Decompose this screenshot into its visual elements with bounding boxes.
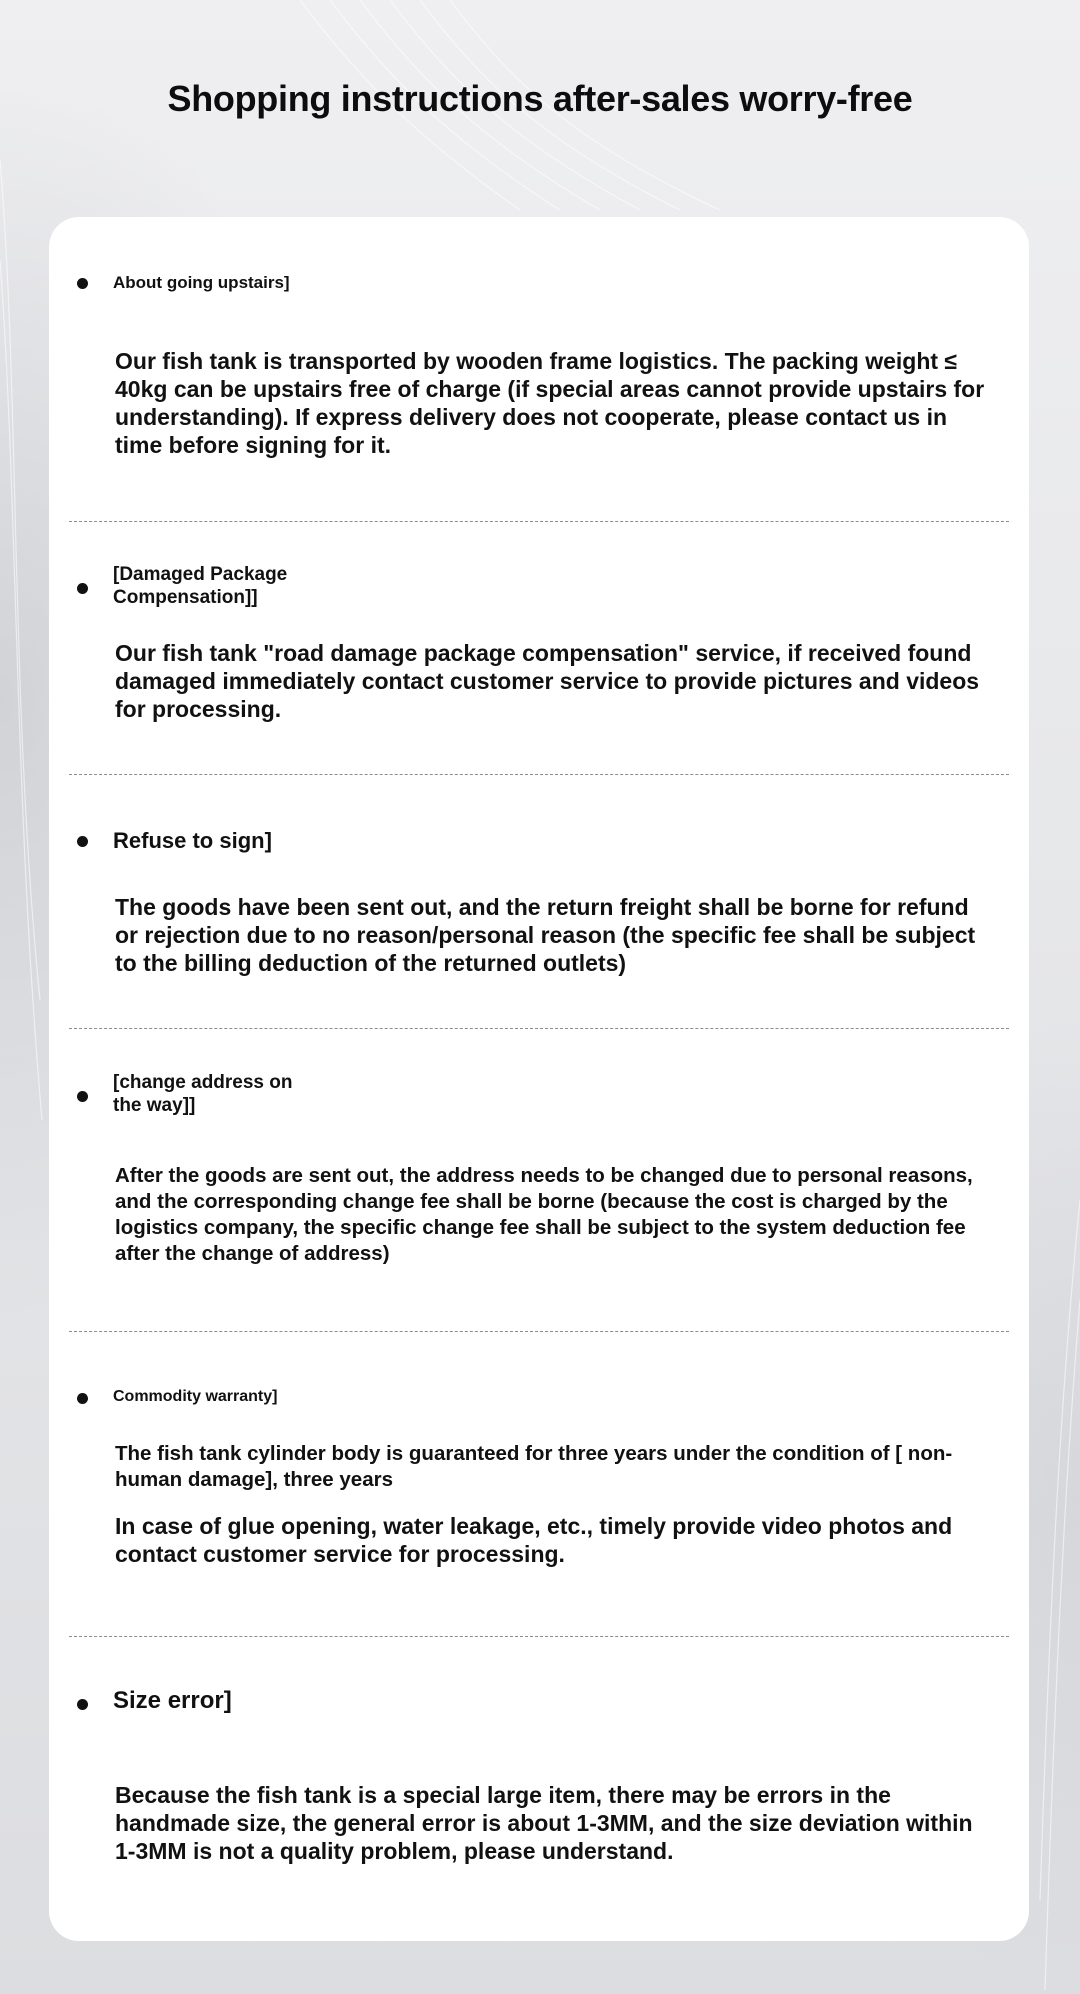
section-heading: About going upstairs]	[113, 273, 290, 292]
section-heading: [change address on the way]]	[113, 1072, 293, 1116]
section-body: Our fish tank is transported by wooden frame logistics. The packing weight ≤ 40kg can be upstairs free of charge (if special areas cannot provide upstairs for understanding). If express delivery does not cooperate, please contact us in time before signing for it.	[115, 348, 985, 458]
divider	[69, 1636, 1009, 1637]
bullet-dot	[77, 1091, 88, 1102]
bullet-dot	[77, 1699, 88, 1710]
instructions-card	[49, 217, 1029, 1941]
section-heading: Commodity warranty]	[113, 1388, 278, 1405]
section-body: The fish tank cylinder body is guaranteed for three years under the condition of [ non-human damage], three years	[115, 1442, 953, 1491]
section-heading: Refuse to sign]	[113, 828, 272, 853]
divider	[69, 1331, 1009, 1332]
divider	[69, 521, 1009, 522]
bullet-dot	[77, 836, 88, 847]
section-body: Our fish tank "road damage package compensation" service, if received found damaged immediately contact customer service to provide pictures and videos for processing.	[115, 640, 980, 722]
section-body: After the goods are sent out, the address needs to be changed due to personal reasons, and the corresponding change fee shall be borne (because the cost is charged by the logistics company, the specific change fee shall be subject to the system deduction fee after the change of address)	[115, 1164, 973, 1265]
bullet-dot	[77, 278, 88, 289]
section-body: In case of glue opening, water leakage, etc., timely provide video photos and contact customer service for processing.	[115, 1513, 953, 1567]
section-body: The goods have been sent out, and the return freight shall be borne for refund or rejection due to no reason/personal reason (the specific fee shall be subject to the billing deduction of the returned outlets)	[115, 894, 976, 976]
section-heading: [Damaged Package Compensation]]	[113, 564, 288, 608]
divider	[69, 1028, 1009, 1029]
bullet-dot	[77, 583, 88, 594]
bullet-dot	[77, 1393, 88, 1404]
page-title: Shopping instructions after-sales worry-free	[167, 78, 913, 119]
divider	[69, 774, 1009, 775]
section-body: Because the fish tank is a special large item, there may be errors in the handmade size, the general error is about 1-3MM, and the size deviation within 1-3MM is not a quality problem, please understand.	[115, 1782, 973, 1864]
section-heading: Size error]	[113, 1687, 232, 1714]
